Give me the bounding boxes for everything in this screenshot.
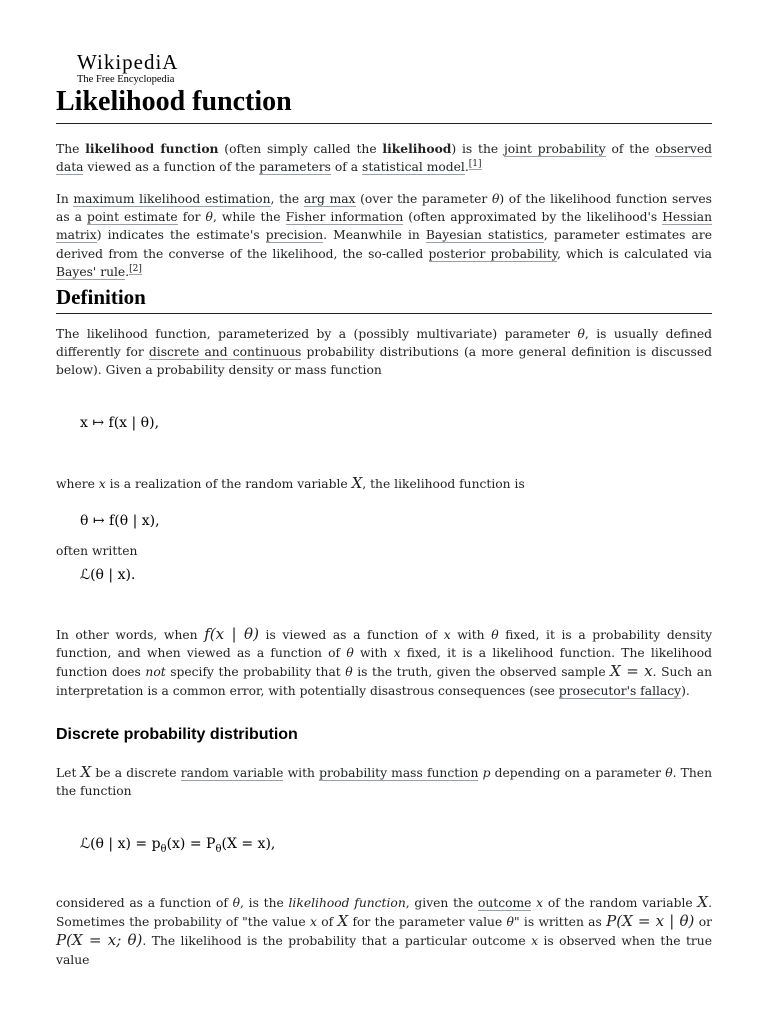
link-maximum-likelihood-estimation[interactable]: maximum likelihood estimation bbox=[73, 192, 271, 206]
link-outcome[interactable]: outcome bbox=[477, 896, 532, 910]
link-discrete-and-continuous[interactable]: discrete and continuous bbox=[148, 345, 302, 360]
link-joint-probability[interactable]: joint probability bbox=[503, 142, 606, 156]
section-heading-definition: Definition bbox=[56, 283, 712, 314]
link-random-variable[interactable]: random variable bbox=[180, 766, 284, 780]
discrete-paragraph-2: considered as a function of θ, is the likelihood function, given the outcome x of the random variable X. Sometimes the probability of "the value x of X for the parameter value θ" is written as P(X = x | θ) or P(X = x; θ). The likelihood is the probability that a particular outcome x is observed when the true value bbox=[56, 893, 712, 967]
link-point-estimate[interactable]: point estimate bbox=[86, 210, 178, 225]
link-probability-mass-function[interactable]: probability mass function bbox=[319, 766, 479, 780]
link-statistical-model[interactable]: statistical model bbox=[362, 160, 465, 175]
logo-tagline: The Free Encyclopedia bbox=[77, 74, 175, 85]
formula-discrete-likelihood: ℒ(θ | $x) = p_\theta(x) = P_\theta(X = x)$, bbox=[80, 836, 276, 855]
link-prosecutors-fallacy[interactable]: prosecutor's fallacy bbox=[558, 683, 682, 698]
citation-2[interactable]: [2] bbox=[129, 263, 142, 274]
link-bayes-rule[interactable]: Bayes' rule bbox=[56, 264, 126, 279]
logo-wordmark: WikipediA bbox=[77, 50, 179, 74]
intro-paragraph-1: The likelihood function (often simply called the likelihood) is the joint probability of the observed data viewed as a function of the parameters of a statistical model.[1] bbox=[56, 141, 713, 175]
link-precision[interactable]: precision bbox=[265, 228, 324, 243]
definition-paragraph-3: In other words, when f(x | θ) is viewed as a function of x with θ fixed, it is a probability density function, and when viewed as a function of θ with x fixed, it is a likelihood function. The likelihood function does not specify the probability that θ is the truth, given the observed sample X = x. Such an interpretation is a common error, with potentially disastrous consequences (see prosecutor's fallacy). bbox=[56, 625, 713, 698]
link-parameters[interactable]: parameters bbox=[259, 160, 331, 175]
section-heading-discrete: Discrete probability distribution bbox=[56, 726, 298, 743]
formula-density: x ↦ f(x | θ), bbox=[80, 415, 160, 431]
link-posterior-probability[interactable]: posterior probability bbox=[428, 246, 557, 261]
link-fisher-information[interactable]: Fisher information bbox=[285, 210, 404, 225]
formula-likelihood: θ ↦ f(θ | x), bbox=[80, 513, 160, 529]
intro-paragraph-2: In maximum likelihood estimation, the arg max (over the parameter θ) of the likelihood function serves as a point estimate for θ, while the Fisher information (often approximated by the likelihood's Hessian matrix) indicates the estimate's precision. Meanwhile in Bayesian statistics, parameter estimates are derived from the converse of the likelihood, the so-called posterior probability, which is calculated via Bayes' rule.[2] bbox=[56, 192, 713, 279]
link-bayesian-statistics[interactable]: Bayesian statistics bbox=[425, 228, 544, 243]
page-title: Likelihood function bbox=[56, 84, 712, 124]
definition-paragraph-1: The likelihood function, parameterized by a (possibly multivariate) parameter θ, is usually defined differently for discrete and continuous probability distributions (a more general definition is discussed below). Given a probability density or mass function bbox=[56, 327, 713, 378]
link-arg-max[interactable]: arg max bbox=[303, 192, 356, 206]
definition-often-written: often written bbox=[56, 544, 138, 558]
wikipedia-logo[interactable] bbox=[77, 52, 178, 85]
link-hessian-matrix[interactable]: Hessian matrix bbox=[56, 210, 713, 243]
link-observed-data[interactable]: observed data bbox=[56, 142, 713, 175]
citation-1[interactable]: [1] bbox=[468, 159, 482, 170]
formula-likelihood-notation: ℒ(θ | x). bbox=[80, 567, 136, 583]
discrete-paragraph-1: Let X be a discrete random variable with probability mass function p depending on a parameter θ. Then the function bbox=[56, 763, 712, 799]
definition-paragraph-2: where x is a realization of the random variable X, the likelihood function is bbox=[56, 474, 525, 492]
